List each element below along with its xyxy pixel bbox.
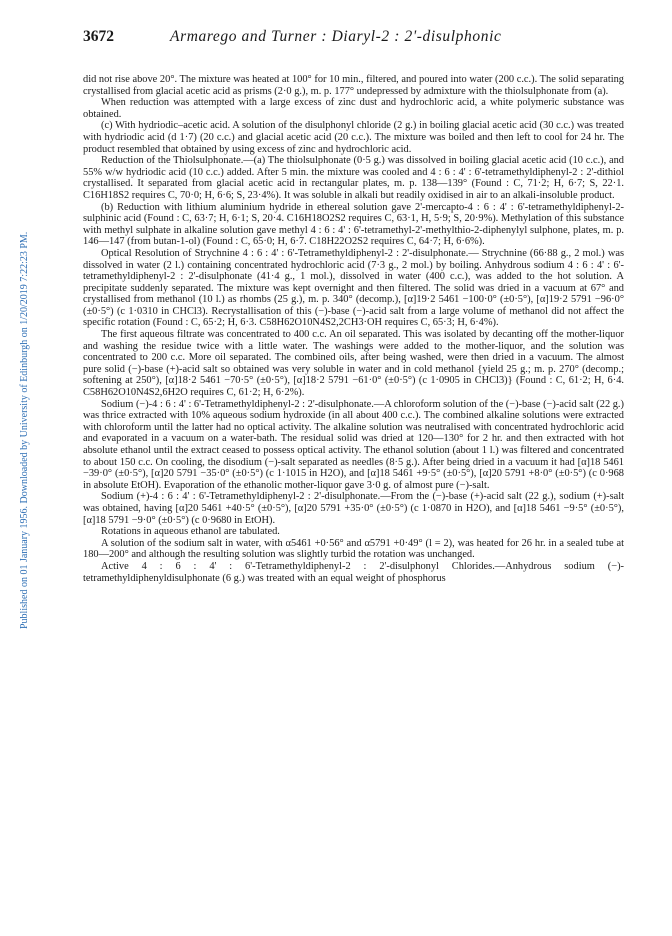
page-header [83, 28, 623, 48]
paragraph: did not rise above 20°. The mixture was heated at 100° for 10 min., filtered, and poured into water (200 c.c.). The solid separating crystallised from glacial acetic acid as prisms (2·0 g.), m. p. 177° undepressed by admixture with the thiolsulphonate from (a). [83, 74, 624, 97]
paragraph: A solution of the sodium salt in water, with α5461 +0·56° and α5791 +0·49° (l = 2), was heated for 26 hr. in a sealed tube at 180—200° and although the resulting solution was slightly turbid the rotation was unchanged. [83, 537, 624, 561]
paragraph: (c) With hydriodic–acetic acid. A solution of the disulphonyl chloride (2 g.) in boiling glacial acetic acid (30 c.c.) was treated with hydriodic acid (d 1·7) (20 c.c.) and glacial acetic acid (20 c.c.). The mixture was boiled and then left to cool for 24 hr. The product resembled that obtained by using excess of zinc and hydrochloric acid. [83, 120, 624, 155]
paragraph: The first aqueous filtrate was concentrated to 400 c.c. An oil separated. This was isolated by decanting off the mother-liquor and washing the residue twice with a little water. The washings were added to the mother-liquor, and the solution was concentrated to 200 c.c. More oil separated. The combined oils, after being washed, were then dried in a vacuum. The almost pure solid (−)-base (+)-acid salt so obtained was very soluble in water and in cold methanol {yield 25 g.; m. p. 270° (decomp.; softening at 250°), [α]18·2 5461 −70·5° (±0·5°), [α]18·2 5791 −61·0° (±0·5°) (c 1·0905 in CHCl3)} (Found : C, 61·2; H, 6·4. C58H62O10N4S2,6H2O requires C, 61·2; H, 6·2%). [83, 329, 624, 399]
paragraph: (b) Reduction with lithium aluminium hydride in ethereal solution gave 2'-mercapto-4 : 6 : 4' : 6'-tetramethyldiphenyl-2-sulphinic acid (Found : C, 63·7; H, 6·1; S, 20·4. C16H18O2S2 requires C, 63·1, H, 5·9; S, 20·9%). Methylation of this substance with methyl sulphate in alkaline solution gave methyl 4 : 6 : 4' : 6'-tetramethyl-2'-methylthio-2-diphenylyl sulphone, plates, m. p. 146—147 (from butan-1-ol) (Found : C, 65·0; H, 6·7. C18H22O2S2 requires C, 64·7; H, 6·6%). [83, 201, 624, 248]
running-title: Armarego and Turner : Diaryl-2 : 2'-disulphonic [170, 28, 502, 45]
paragraph: Reduction of the Thiolsulphonate.—(a) The thiolsulphonate (0·5 g.) was dissolved in boiling glacial acetic acid (10 c.c.), and 55% w/w hydriodic acid (10 c.c.) added. After 5 min. the mixture was cooled and 4 : 6 : 4' : 6'-tetramethyldiphenyl-2 : 2'-dithiol crystallised. It separated from glacial acetic acid in rectangular plates, m. p. 138—139° (Found : C, 71·2; H, 6·7; S, 22·1. C16H18S2 requires C, 70·0; H, 6·6; S, 23·4%). It was soluble in alkali but readily oxidised in air to an alkali-insoluble product. [83, 155, 624, 201]
paragraph: When reduction was attempted with a large excess of zinc dust and hydrochloric acid, a white polymeric substance was obtained. [83, 97, 624, 120]
paragraph: Active 4 : 6 : 4' : 6'-Tetramethyldiphenyl-2 : 2'-disulphonyl Chlorides.—Anhydrous sodium (−)-tetramethyldiphenyldisulphonate (6 g.) was treated with an equal weight of phosphorus [83, 560, 624, 584]
download-watermark: Published on 01 January 1956. Downloaded by University of Edinburgh on 1/20/2019 7:22:23 PM. [19, 231, 30, 629]
paragraph: Sodium (+)-4 : 6 : 4' : 6'-Tetramethyldiphenyl-2 : 2'-disulphonate.—From the (−)-base (+)-acid salt (22 g.), sodium (+)-salt was obtained, having [α]20 5461 +40·5° (±0·5°), [α]20 5791 +35·0° (±0·5°) (c 1·0870 in H2O), and [α]18 5461 −9·5° (±0·5°), [α]18 5791 −9·0° (±0·5°) (c 0·9680 in EtOH). [83, 491, 624, 526]
paragraph: Optical Resolution of Strychnine 4 : 6 : 4' : 6'-Tetramethyldiphenyl-2 : 2'-disulphonate.— Strychnine (66·88 g., 2 mol.) was dissolved in water (2 l.) containing concentrated hydrochloric acid (7·3 g., 2 mol.) by boiling. Anhydrous sodium 4 : 6 : 4' : 6'-tetramethyldiphenyl-2 : 2'-disulphonate (41·4 g., 1 mol.), dissolved in water (400 c.c.), was added to the hot solution. A precipitate suddenly separated. The mixture was kept overnight and then filtered. The solid was dried in a vacuum at 67° and crystallised from methanol (10 l.) as rhombs (25 g.), m. p. 340° (decomp.), [α]19·2 5461 −100·0° (±0·5°), [α]19·2 5791 −96·0° (±0·5°) (c 1·0310 in CHCl3). Recrystallisation of this (−)-base (−)-acid salt from a large volume of methanol did not affect the specific rotation (Found : C, 65·2; H, 6·3. C58H62O10N4S2,2CH3·OH requires C, 65·3; H, 6·4%). [83, 247, 624, 329]
article-body [83, 74, 624, 584]
page-number: 3672 [83, 28, 114, 45]
paragraph: Sodium (−)-4 : 6 : 4' : 6'-Tetramethyldiphenyl-2 : 2'-disulphonate.—A chloroform solution of the (−)-base (−)-acid salt (22 g.) was thrice extracted with 10% aqueous sodium hydroxide (in all about 400 c.c.). The combined alkaline solutions were extracted with chloroform until the latter had no optical activity. The alkaline solution was neutralised with concentrated hydrochloric acid and evaporated in a vacuum on a water-bath. The residual solid was dried at 120—130° for 2 hr. and then extracted with hot absolute ethanol until the extract ceased to possess optical activity. The ethanol solution (about 1 l.) was filtered and concentrated to about 150 c.c. On cooling, the disodium (−)-salt separated as needles (8·5 g.). After being dried in a vacuum it had [α]18 5461 −39·0° (±0·5°), [α]20 5791 −35·0° (±0·5°) (c 1·1015 in H2O), and [α]18 5461 +9·5° (±0·5°), [α]20 5791 +8·0° (±0·5°) (c 0·968 in absolute EtOH). Evaporation of the ethanolic mother-liquor gave 3·0 g. of almost pure (−)-salt. [83, 398, 624, 491]
paragraph: Rotations in aqueous ethanol are tabulated. [101, 526, 280, 538]
